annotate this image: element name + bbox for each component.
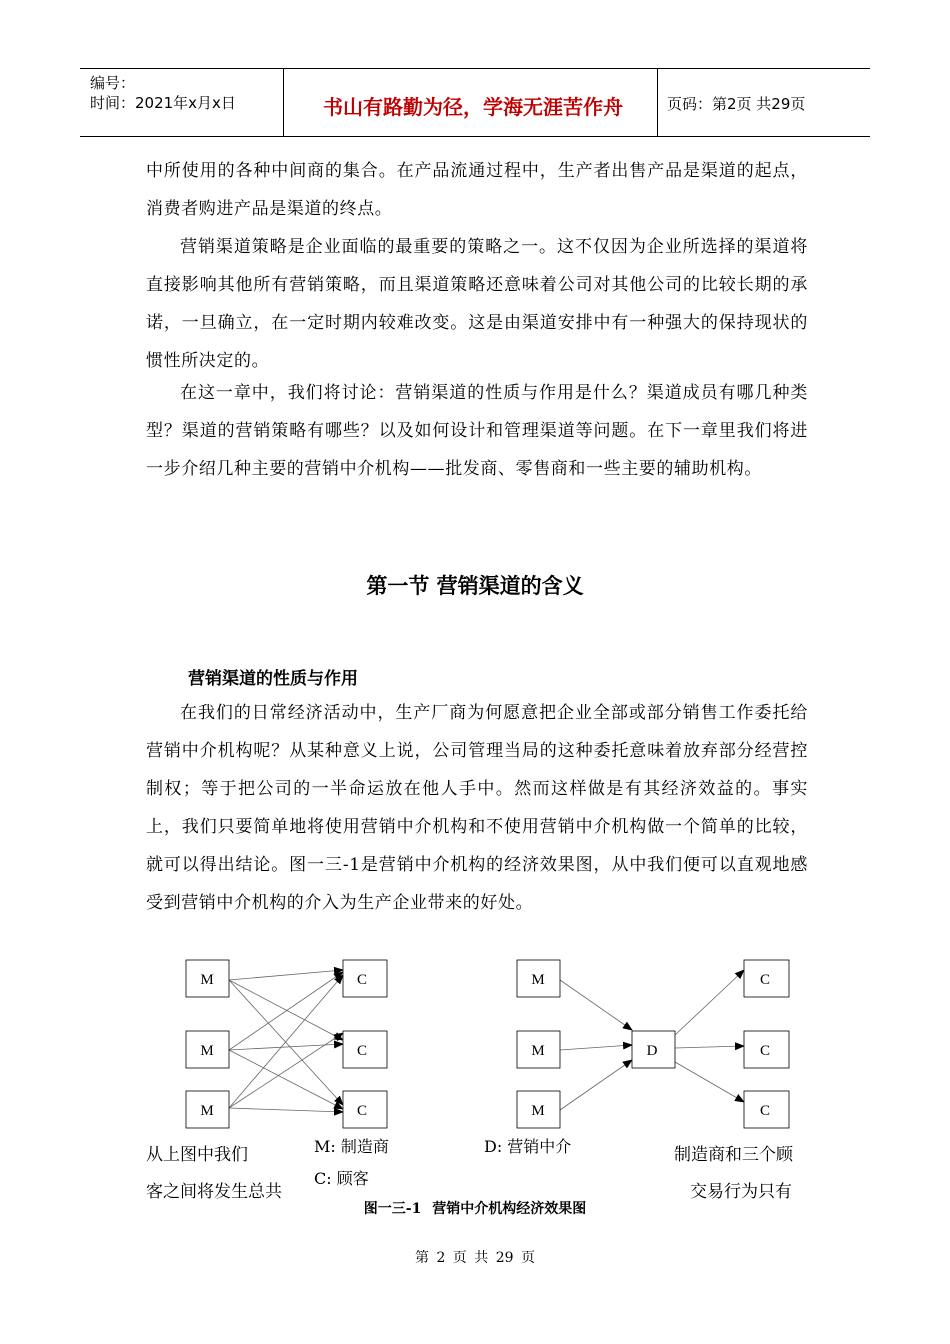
node-label: M — [200, 1043, 214, 1059]
arrow — [560, 980, 632, 1030]
paragraph-text: 在这一章中，我们将讨论：营销渠道的性质与作用是什么？渠道成员有哪几种类型？渠道的营销策略有哪些？以及如何设计和管理渠道等问题。在下一章里我们将进一步介绍几种主要的营销中介机构——批发商、零售商和一些主要的辅助机构。 — [146, 383, 808, 479]
arrow — [229, 970, 343, 980]
subsection-title: 营销渠道的性质与作用 — [188, 669, 358, 689]
arrow — [229, 980, 343, 1105]
figure-caption: 图一三-1 营销中介机构经济效果图 — [363, 1201, 587, 1217]
node-label: C — [356, 1043, 368, 1059]
arrow — [675, 1046, 744, 1048]
paragraph-text: 在我们的日常经济活动中，生产厂商为何愿意把企业全部或部分销售工作委托给营销中介机构呢？从某种意义上说，公司管理当局的这种委托意味着放弃部分经营控制权；等于把公司的一半命运放在他人手中。然而这样做是有其经济效益的。事实上，我们只要简单地将使用营销中介机构和不使用营销中介机构做一个简单的比较，就可以得出结论。图一三-1是营销中介机构的经济效果图，从中我们便可以直观地感受到营销中介机构的介入为生产企业带来的好处。 — [146, 703, 808, 913]
arrow — [675, 970, 744, 1035]
arrow — [229, 1050, 343, 1109]
arrow — [675, 1062, 744, 1102]
legend-intermediary: D: 营销中介 — [484, 1137, 572, 1156]
node-label: M — [531, 1043, 545, 1059]
number-label: 编号： — [90, 74, 136, 92]
paragraph-text: 中所使用的各种中间商的集合。在产品流通过程中，生产者出售产品是渠道的起点，消费者购进产品是渠道的终点。 — [146, 161, 808, 219]
legend-customer: C: 顾客 — [314, 1169, 369, 1188]
legend-manufacturer: M: 制造商 — [314, 1137, 389, 1156]
node-label: M — [531, 972, 545, 988]
node-label: C — [356, 1103, 368, 1119]
page-footer: 第 2 页 共 29 页 — [415, 1250, 535, 1266]
arrow — [229, 1108, 343, 1112]
node-label: C — [759, 972, 771, 988]
node-label: C — [356, 972, 368, 988]
page-label: 页码：第2页 共29页 — [667, 95, 806, 113]
overflow-text: 交易行为只有 — [690, 1182, 792, 1202]
node-label: C — [759, 1043, 771, 1059]
time-label: 时间：2021年x月x日 — [90, 94, 236, 112]
node-label: M — [200, 972, 214, 988]
node-label: C — [759, 1103, 771, 1119]
paragraph-text: 营销渠道策略是企业面临的最重要的策略之一。这不仅因为企业所选择的渠道将直接影响其他所有营销策略，而且渠道策略还意味着公司对其他公司的比较长期的承诺，一旦确立，在一定时期内较难改变。这是由渠道安排中有一种强大的保持现状的惯性所决定的。 — [146, 237, 808, 371]
arrow — [560, 1060, 632, 1110]
overflow-text: 客之间将发生总共 — [146, 1182, 282, 1202]
left-connections — [229, 970, 343, 1112]
arrow — [560, 1045, 632, 1050]
arrow — [229, 1044, 343, 1050]
node-label: M — [200, 1103, 214, 1119]
node-label: M — [531, 1103, 545, 1119]
overflow-text: 制造商和三个顾 — [674, 1145, 793, 1165]
section-title: 第一节 营销渠道的含义 — [366, 574, 584, 598]
arrow — [229, 972, 343, 1050]
node-label: D — [646, 1043, 658, 1059]
arrow — [229, 975, 343, 1108]
arrow — [229, 980, 343, 1040]
overflow-text: 从上图中我们 — [146, 1145, 248, 1165]
arrow — [229, 1033, 343, 1108]
header-motto: 书山有路勤为径，学海无涯苦作舟 — [323, 95, 623, 119]
